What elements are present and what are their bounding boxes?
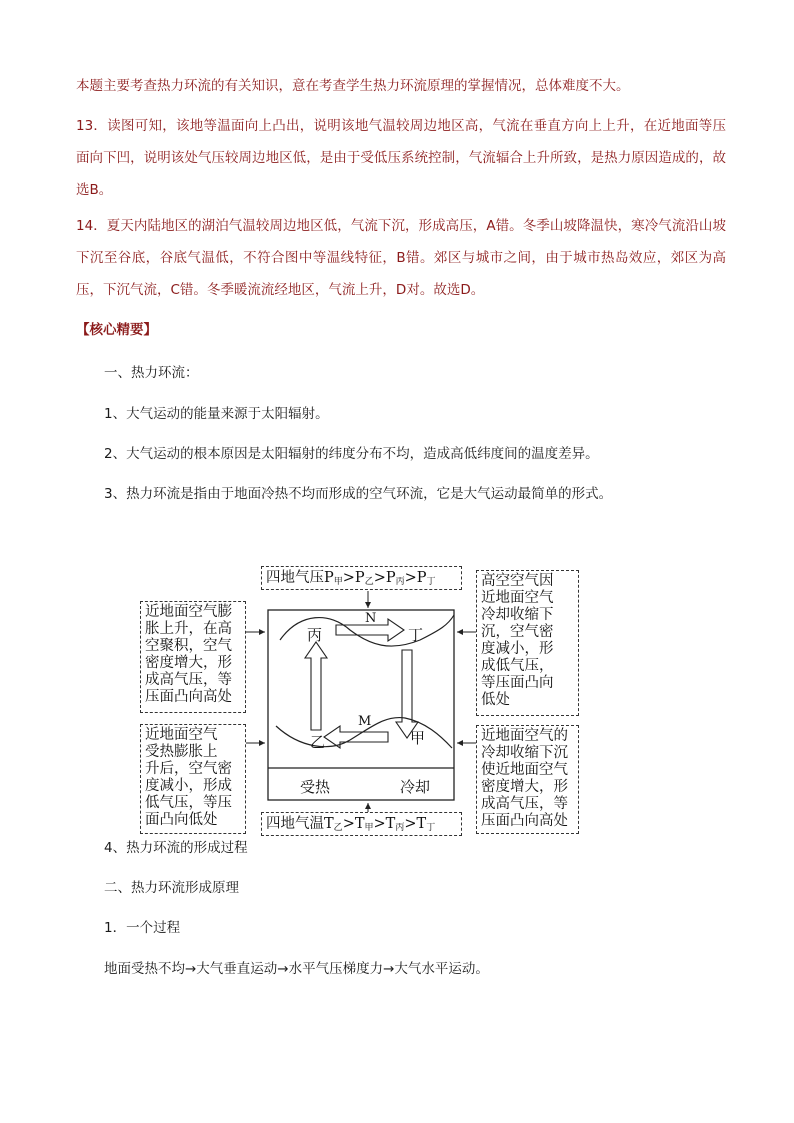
left-bottom-note: 近地面空气 受热膨胀上 升后，空气密 度减小，形成 低气压，等压 面凸向低处: [140, 724, 246, 834]
process-flow: 地面受热不均→大气垂直运动→水平气压梯度力→大气水平运动。: [104, 961, 489, 977]
temperature-order-box: 四地气温$T_乙>T_甲>T_丙>T_丁$: [261, 812, 462, 836]
label-jia: 甲: [410, 729, 426, 747]
heading-principle: 二、热力环流形成原理: [104, 880, 239, 896]
main-frame: [268, 610, 454, 800]
section-title: 【核心精要】: [76, 322, 157, 338]
right-top-note: 高空空气因 近地面空气 冷却收缩下 沉，空气密 度减小，形 成低气压， 等压面凸向 低处: [476, 570, 579, 716]
label-bing: 丙: [307, 626, 323, 644]
left-top-note: 近地面空气膨 胀上升，在高 空聚积，空气 密度增大，形 成高气压，等 压面凸向高处: [140, 601, 246, 713]
point-4: 4、热力环流的形成过程: [104, 840, 248, 856]
label-ding: 丁: [408, 626, 424, 644]
label-cooled: 冷却: [400, 778, 431, 796]
point-3: 3、热力环流是指由于地面冷热不均而形成的空气环流，它是大气运动最简单的形式。: [104, 486, 613, 502]
heading-thermal-circulation: 一、热力环流：: [104, 365, 199, 381]
point-2: 2、大气运动的根本原因是太阳辐射的纬度分布不均，造成高低纬度间的温度差异。: [104, 446, 599, 462]
rising-arrow: [305, 642, 327, 730]
answer-13: 13．读图可知，该地等温面向上凸出，说明该地气温较周边地区高，气流在垂直方向上上升，在近地面等压面向下凹，说明该处气压较周边地区低，是由于受低压系统控制，气流辐合上升所致，是热力原因造成的，故选B。: [76, 118, 726, 198]
answer-14: 14．夏天内陆地区的湖泊气温较周边地区低，气流下沉，形成高压，A错。冬季山坡降温快，寒冷气流沿山坡下沉至谷底，谷底气温低，不符合图中等温线特征，B错。郊区与城市之间，由于城市热岛效应，郊区为高压，下沉气流，C错。冬季暖流流经地区，气流上升，D对。故选D。: [76, 218, 726, 298]
point-1: 1、大气运动的能量来源于太阳辐射。: [104, 406, 329, 422]
label-n: N: [365, 611, 377, 626]
intro-paragraph: 本题主要考查热力环流的有关知识，意在考查学生热力环流原理的掌握情况，总体难度不大。: [76, 78, 630, 94]
label-heated: 受热: [300, 778, 331, 796]
pressure-order-box: 四地气压$P_甲>P_乙>P_丙>P_丁$: [261, 566, 462, 590]
lower-flow-arrow: [324, 726, 388, 748]
principle-1: 1．一个过程: [104, 920, 181, 936]
sinking-arrow: [396, 650, 418, 738]
right-bottom-note: 近地面空气的 冷却收缩下沉 使近地面空气 密度增大，形 成高气压，等 压面凸向高处: [476, 725, 579, 834]
label-m: M: [358, 714, 372, 729]
label-yi: 乙: [310, 733, 326, 751]
